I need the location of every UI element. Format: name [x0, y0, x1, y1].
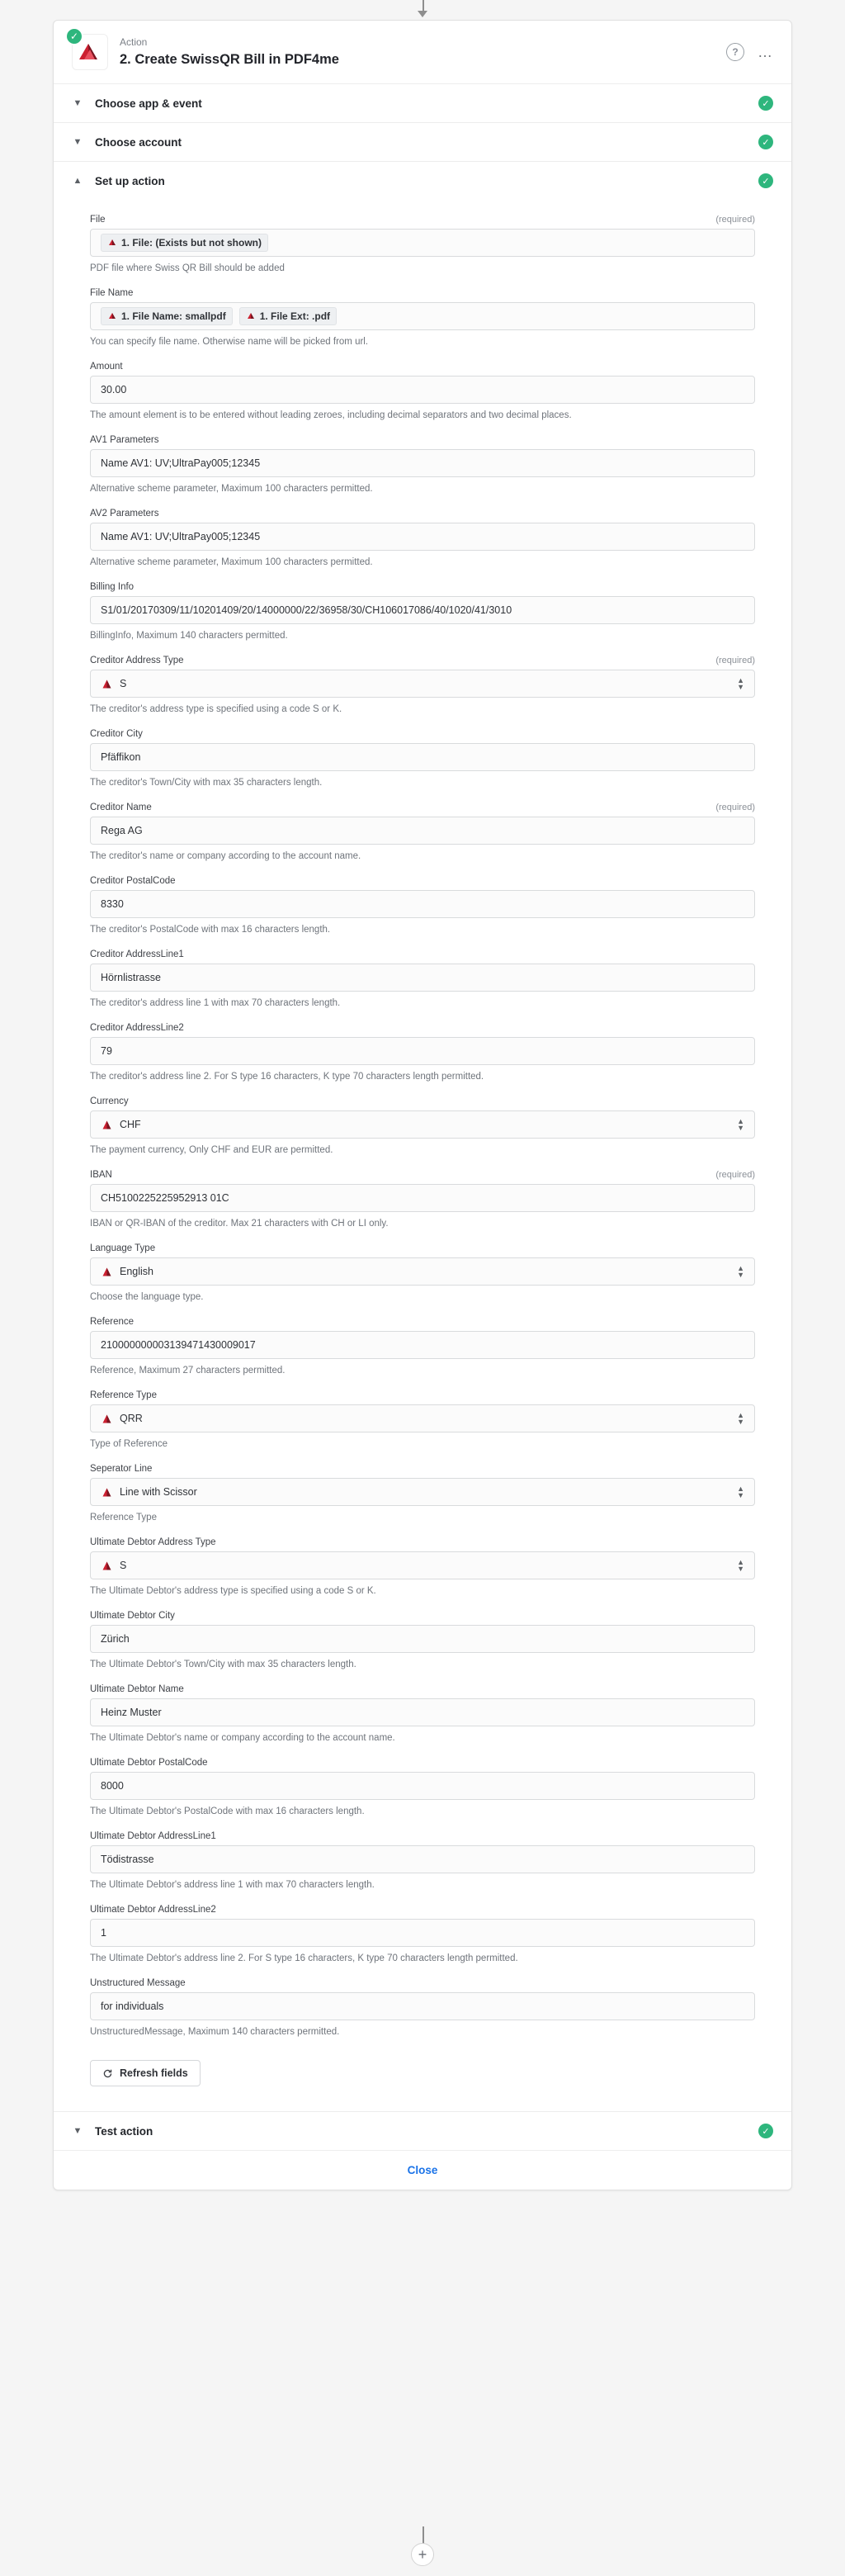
creditor-addressline2-input[interactable]: 79 [90, 1037, 755, 1065]
currency-select[interactable] [90, 1110, 755, 1139]
helper-av2: Alternative scheme parameter, Maximum 100 characters permitted. [90, 557, 373, 567]
field-label-currency: Currency [90, 1096, 129, 1106]
field-billing-info [90, 571, 755, 642]
billing-info-input[interactable]: S1/01/20170309/11/10201409/20/14000000/22/36958/30/CH106017086/40/1020/41/3010 [90, 596, 755, 624]
creditor-city-input[interactable]: Pfäffikon [90, 743, 755, 771]
amount-input[interactable]: 30.00 [90, 376, 755, 404]
creditor-address-type-value: S [120, 678, 127, 689]
field-creditor-address-type [90, 644, 755, 716]
token-file[interactable] [101, 234, 268, 252]
chevron-down-icon: ▼ [73, 137, 83, 147]
field-label-ud-postalcode: Ultimate Debtor PostalCode [90, 1758, 208, 1768]
field-label-file: File [90, 215, 106, 225]
field-label-creditor-postalcode: Creditor PostalCode [90, 876, 176, 886]
field-required-creditor-address-type: (required) [715, 656, 755, 665]
field-label-creditor-addressline2: Creditor AddressLine2 [90, 1023, 184, 1033]
field-ultimate-debtor-addressline1 [90, 1820, 755, 1892]
section-complete-check-icon: ✓ [758, 96, 773, 111]
set-up-action-form [54, 200, 791, 2111]
close-button[interactable]: Close [407, 2164, 438, 2176]
helper-reference-type: Type of Reference [90, 1439, 168, 1449]
seperator-line-select[interactable] [90, 1478, 755, 1506]
helper-iban: IBAN or QR-IBAN of the creditor. Max 21 characters with CH or LI only. [90, 1219, 389, 1229]
field-required-creditor-name: (required) [715, 803, 755, 812]
ultimate-debtor-addressline1-input[interactable]: Tödistrasse [90, 1845, 755, 1873]
helper-creditor-addressline2: The creditor's address line 2. For S type 16 characters, K type 70 characters length permitted. [90, 1072, 484, 1082]
field-av1-parameters [90, 424, 755, 495]
field-label-file-name: File Name [90, 288, 134, 298]
helper-reference: Reference, Maximum 27 characters permitted. [90, 1366, 286, 1376]
language-type-select[interactable] [90, 1257, 755, 1286]
field-label-creditor-addressline1: Creditor AddressLine1 [90, 949, 184, 959]
seperator-line-value: Line with Scissor [120, 1486, 197, 1498]
pdf4me-mark-icon [101, 1486, 113, 1499]
field-label-seperator-line: Seperator Line [90, 1464, 153, 1474]
creditor-address-type-select[interactable] [90, 670, 755, 698]
section-title-set-up-action: Set up action [95, 174, 165, 187]
section-complete-check-icon: ✓ [758, 2124, 773, 2138]
token-file-name[interactable] [101, 307, 233, 325]
field-currency [90, 1085, 755, 1157]
language-type-value: English [120, 1266, 153, 1277]
field-label-reference: Reference [90, 1317, 135, 1327]
field-label-av1: AV1 Parameters [90, 435, 159, 445]
field-reference [90, 1305, 755, 1377]
field-ultimate-debtor-address-type [90, 1526, 755, 1598]
section-header-choose-account[interactable] [54, 123, 791, 161]
field-label-unstructured-message: Unstructured Message [90, 1978, 186, 1988]
section-complete-check-icon: ✓ [758, 135, 773, 149]
card-footer [54, 2151, 791, 2190]
field-creditor-city [90, 717, 755, 789]
field-label-ud-city: Ultimate Debtor City [90, 1611, 175, 1621]
field-required-file: (required) [715, 215, 755, 225]
chevron-up-icon: ▲ [73, 176, 83, 186]
select-arrows-icon: ▲ ▼ [737, 1558, 744, 1573]
chevron-down-icon: ▼ [73, 2126, 83, 2136]
refresh-fields-button[interactable] [90, 2060, 201, 2086]
field-label-reference-type: Reference Type [90, 1390, 157, 1400]
section-complete-check-icon: ✓ [758, 173, 773, 188]
field-label-iban: IBAN [90, 1170, 112, 1180]
more-options-icon[interactable]: … [758, 43, 773, 60]
helper-creditor-name: The creditor's name or company according to the account name. [90, 851, 361, 861]
token-file-name-label: 1. File Name: smallpdf [121, 310, 226, 322]
ultimate-debtor-name-input[interactable]: Heinz Muster [90, 1698, 755, 1726]
section-header-test-action[interactable] [54, 2112, 791, 2150]
file-input[interactable] [90, 229, 755, 257]
currency-value: CHF [120, 1119, 141, 1130]
field-file-name [90, 277, 755, 348]
field-label-ud-addressline2: Ultimate Debtor AddressLine2 [90, 1905, 216, 1915]
field-iban [90, 1158, 755, 1230]
section-set-up-action [54, 162, 791, 2112]
creditor-addressline1-input[interactable]: Hörnlistrasse [90, 964, 755, 992]
field-seperator-line [90, 1452, 755, 1524]
token-source-icon [107, 311, 117, 321]
field-creditor-addressline1 [90, 938, 755, 1010]
section-choose-account [54, 123, 791, 162]
token-source-icon [107, 238, 117, 248]
reference-input[interactable]: 210000000003139471430009017 [90, 1331, 755, 1359]
field-ultimate-debtor-postalcode [90, 1746, 755, 1818]
select-arrows-icon: ▲ ▼ [737, 1485, 744, 1499]
helper-ud-addressline2: The Ultimate Debtor's address line 2. For S type 16 characters, K type 70 characters length permitted. [90, 1953, 518, 1963]
helper-ud-addressline1: The Ultimate Debtor's address line 1 with max 70 characters length. [90, 1880, 375, 1890]
step-header[interactable] [54, 21, 791, 84]
field-label-ud-addressline1: Ultimate Debtor AddressLine1 [90, 1831, 216, 1841]
field-reference-type [90, 1379, 755, 1451]
helper-amount: The amount element is to be entered without leading zeroes, including decimal separators and two decimal places. [90, 410, 572, 420]
helper-creditor-postalcode: The creditor's PostalCode with max 16 characters length. [90, 925, 331, 935]
token-file-label: 1. File: (Exists but not shown) [121, 237, 262, 249]
step-kicker: Action [120, 36, 148, 48]
unstructured-message-input[interactable]: for individuals [90, 1992, 755, 2020]
select-arrows-icon: ▲ ▼ [737, 1411, 744, 1426]
field-ultimate-debtor-name [90, 1673, 755, 1745]
helper-ud-city: The Ultimate Debtor's Town/City with max 35 characters length. [90, 1660, 356, 1669]
helper-creditor-address-type: The creditor's address type is specified using a code S or K. [90, 704, 342, 714]
step-header-text [120, 36, 715, 69]
creditor-postalcode-input[interactable]: 8330 [90, 890, 755, 918]
field-file [90, 203, 755, 275]
step-title: 2. Create SwissQR Bill in PDF4me [120, 52, 339, 67]
field-amount [90, 350, 755, 422]
field-label-creditor-city: Creditor City [90, 729, 143, 739]
pdf4me-mark-icon [101, 1560, 113, 1572]
refresh-fields-label: Refresh fields [120, 2067, 188, 2079]
pdf4me-mark-icon [101, 1413, 113, 1425]
iban-input[interactable]: CH5100225225952913 01C [90, 1184, 755, 1212]
av1-input[interactable]: Name AV1: UV;UltraPay005;12345 [90, 449, 755, 477]
section-choose-app-event [54, 84, 791, 123]
helper-file-name: You can specify file name. Otherwise name will be picked from url. [90, 337, 369, 347]
field-ultimate-debtor-addressline2 [90, 1893, 755, 1965]
helper-file: PDF file where Swiss QR Bill should be added [90, 263, 285, 273]
reference-type-select[interactable] [90, 1404, 755, 1432]
helper-currency: The payment currency, Only CHF and EUR are permitted. [90, 1145, 333, 1155]
field-label-ud-name: Ultimate Debtor Name [90, 1684, 184, 1694]
av2-input[interactable]: Name AV1: UV;UltraPay005;12345 [90, 523, 755, 551]
field-label-av2: AV2 Parameters [90, 509, 159, 519]
chevron-down-icon: ▼ [73, 98, 83, 108]
helper-ud-name: The Ultimate Debtor's name or company according to the account name. [90, 1733, 395, 1743]
token-source-icon [246, 311, 256, 321]
refresh-icon [102, 2068, 113, 2079]
field-label-ud-address-type: Ultimate Debtor Address Type [90, 1537, 216, 1547]
field-av2-parameters [90, 497, 755, 569]
field-ultimate-debtor-city [90, 1599, 755, 1671]
section-header-set-up-action[interactable] [54, 162, 791, 200]
field-creditor-postalcode [90, 864, 755, 936]
helper-creditor-city: The creditor's Town/City with max 35 characters length. [90, 778, 323, 788]
file-name-input[interactable] [90, 302, 755, 330]
field-label-amount: Amount [90, 362, 123, 372]
ultimate-debtor-address-type-select[interactable] [90, 1551, 755, 1579]
select-arrows-icon: ▲ ▼ [737, 676, 744, 691]
field-creditor-addressline2 [90, 1011, 755, 1083]
step-header-actions [726, 43, 773, 61]
ultimate-debtor-city-input[interactable]: Zürich [90, 1625, 755, 1653]
creditor-name-input[interactable]: Rega AG [90, 817, 755, 845]
section-title-choose-app-event: Choose app & event [95, 97, 202, 110]
select-arrows-icon: ▲ ▼ [737, 1264, 744, 1279]
field-unstructured-message [90, 1967, 755, 2039]
field-label-billing-info: Billing Info [90, 582, 135, 592]
field-required-iban: (required) [715, 1170, 755, 1180]
action-step-card [53, 20, 792, 2190]
helper-ud-postalcode: The Ultimate Debtor's PostalCode with max 16 characters length. [90, 1807, 365, 1816]
ud-address-type-value: S [120, 1560, 127, 1571]
helper-unstructured-message: UnstructuredMessage, Maximum 140 characters permitted. [90, 2027, 340, 2037]
field-language-type [90, 1232, 755, 1304]
pdf4me-mark-icon [101, 678, 113, 690]
ultimate-debtor-addressline2-input[interactable]: 1 [90, 1919, 755, 1947]
token-file-ext-label: 1. File Ext: .pdf [259, 310, 331, 322]
add-step-button[interactable]: + [411, 2543, 434, 2566]
section-test-action [54, 2112, 791, 2151]
step-complete-badge: ✓ [65, 27, 83, 45]
help-icon[interactable]: ? [726, 43, 744, 61]
helper-creditor-addressline1: The creditor's address line 1 with max 70 characters length. [90, 998, 341, 1008]
pdf4me-mark-icon [101, 1119, 113, 1131]
token-file-ext[interactable] [239, 307, 337, 325]
flow-connector-arrow-icon [418, 11, 427, 17]
reference-type-value: QRR [120, 1413, 143, 1424]
section-title-choose-account: Choose account [95, 135, 182, 149]
helper-language-type: Choose the language type. [90, 1292, 204, 1302]
field-label-creditor-address-type: Creditor Address Type [90, 656, 184, 665]
ultimate-debtor-postalcode-input[interactable]: 8000 [90, 1772, 755, 1800]
helper-billing-info: BillingInfo, Maximum 140 characters permitted. [90, 631, 288, 641]
helper-av1: Alternative scheme parameter, Maximum 100 characters permitted. [90, 484, 373, 494]
section-title-test-action: Test action [95, 2124, 153, 2138]
field-label-creditor-name: Creditor Name [90, 803, 152, 812]
field-creditor-name [90, 791, 755, 863]
section-header-choose-app-event[interactable] [54, 84, 791, 122]
select-arrows-icon: ▲ ▼ [737, 1117, 744, 1132]
helper-seperator-line: Reference Type [90, 1513, 157, 1522]
pdf4me-mark-icon [101, 1266, 113, 1278]
field-label-language-type: Language Type [90, 1243, 156, 1253]
helper-ud-address-type: The Ultimate Debtor's address type is specified using a code S or K. [90, 1586, 376, 1596]
